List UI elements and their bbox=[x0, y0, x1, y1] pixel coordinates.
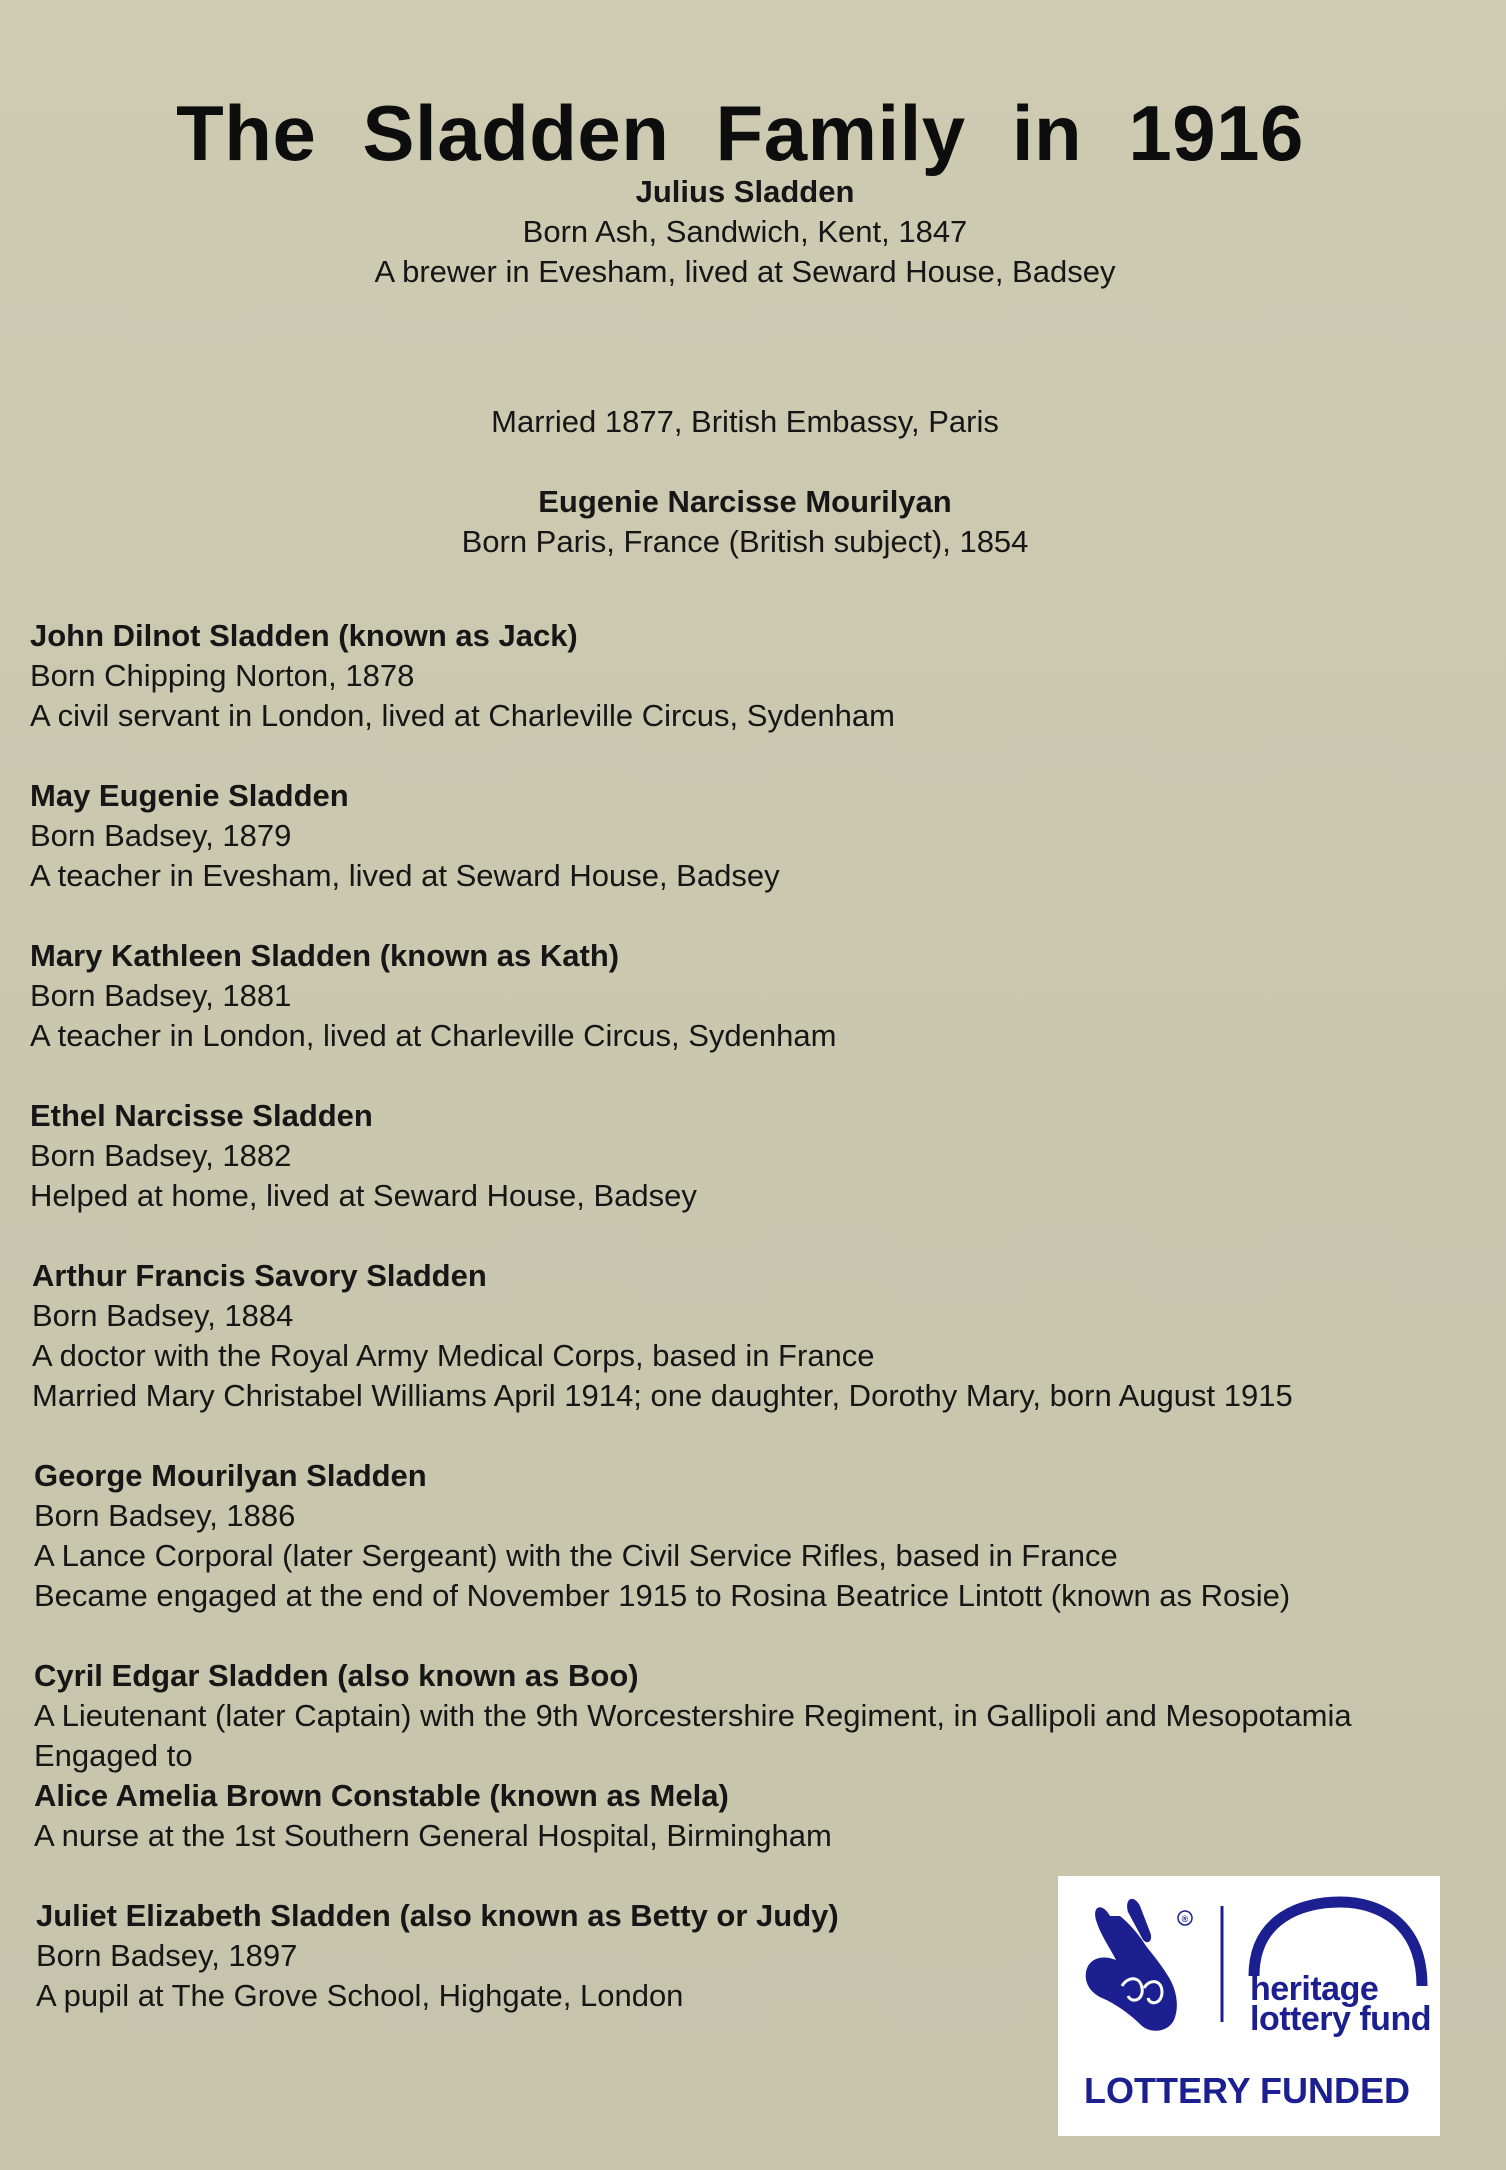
page-title: The Sladden Family in 1916 bbox=[176, 89, 1304, 177]
child-detail: Born Badsey, 1897 bbox=[36, 1938, 298, 1973]
child-detail: A teacher in Evesham, lived at Seward House, Badsey bbox=[30, 858, 780, 893]
child-entry bbox=[32, 1256, 1452, 1416]
child-name: Arthur Francis Savory Sladden bbox=[32, 1258, 487, 1293]
child-name: May Eugenie Sladden bbox=[30, 778, 349, 813]
child-detail: A teacher in London, lived at Charleville Circus, Sydenham bbox=[30, 1018, 837, 1053]
child-detail: A Lance Corporal (later Sergeant) with the Civil Service Rifles, based in France bbox=[34, 1538, 1118, 1573]
child-name: Mary Kathleen Sladden (known as Kath) bbox=[30, 938, 620, 973]
partner-detail: A nurse at the 1st Southern General Hospital, Birmingham bbox=[34, 1818, 832, 1853]
child-entry bbox=[30, 1096, 1450, 1216]
child-entry bbox=[34, 1456, 1454, 1616]
partner-name: Alice Amelia Brown Constable (known as Mela) bbox=[34, 1778, 729, 1813]
child-detail: Helped at home, lived at Seward House, Badsey bbox=[30, 1178, 697, 1213]
logo-funded-text: LOTTERY FUNDED bbox=[1084, 2070, 1411, 2111]
child-detail: Born Badsey, 1881 bbox=[30, 978, 292, 1013]
child-detail: Became engaged at the end of November 1915 to Rosina Beatrice Lintott (known as Rosie) bbox=[34, 1578, 1291, 1613]
mother-entry bbox=[0, 482, 1490, 562]
father-entry bbox=[0, 172, 1490, 292]
registered-mark: ® bbox=[1181, 1914, 1189, 1924]
child-name: Cyril Edgar Sladden (also known as Boo) bbox=[34, 1658, 639, 1693]
father-name: Julius Sladden bbox=[635, 174, 855, 209]
child-detail: A Lieutenant (later Captain) with the 9th Worcestershire Regiment, in Gallipoli and Mesopotamia bbox=[34, 1698, 1352, 1733]
mother-name: Eugenie Narcisse Mourilyan bbox=[538, 484, 952, 519]
child-detail: Born Badsey, 1884 bbox=[32, 1298, 294, 1333]
child-name: Juliet Elizabeth Sladden (also known as Betty or Judy) bbox=[36, 1898, 839, 1933]
father-detail: A brewer in Evesham, lived at Seward House, Badsey bbox=[374, 254, 1116, 289]
heritage-lottery-fund-logo bbox=[1058, 1876, 1440, 2136]
child-detail: Born Badsey, 1886 bbox=[34, 1498, 296, 1533]
logo-heritage-text: heritage lottery fund bbox=[1250, 1970, 1431, 2038]
child-name: John Dilnot Sladden (known as Jack) bbox=[30, 618, 578, 653]
child-entry bbox=[30, 616, 1450, 736]
child-detail: A doctor with the Royal Army Medical Corps, based in France bbox=[32, 1338, 875, 1373]
child-detail: Married Mary Christabel Williams April 1914; one daughter, Dorothy Mary, born August 1915 bbox=[32, 1378, 1293, 1413]
marriage-text: Married 1877, British Embassy, Paris bbox=[491, 404, 999, 439]
child-detail: Born Badsey, 1879 bbox=[30, 818, 292, 853]
child-entry bbox=[34, 1656, 1454, 1856]
child-detail: Born Chipping Norton, 1878 bbox=[30, 658, 415, 693]
mother-detail: Born Paris, France (British subject), 1854 bbox=[461, 524, 1029, 559]
child-detail: Engaged to bbox=[34, 1738, 193, 1773]
child-detail: Born Badsey, 1882 bbox=[30, 1138, 292, 1173]
child-entry bbox=[30, 936, 1450, 1056]
child-entry bbox=[30, 776, 1450, 896]
child-detail: A civil servant in London, lived at Charleville Circus, Sydenham bbox=[30, 698, 895, 733]
child-detail: A pupil at The Grove School, Highgate, London bbox=[36, 1978, 684, 2013]
child-name: Ethel Narcisse Sladden bbox=[30, 1098, 373, 1133]
child-name: George Mourilyan Sladden bbox=[34, 1458, 427, 1493]
father-detail: Born Ash, Sandwich, Kent, 1847 bbox=[522, 214, 968, 249]
marriage-entry bbox=[0, 402, 1490, 442]
